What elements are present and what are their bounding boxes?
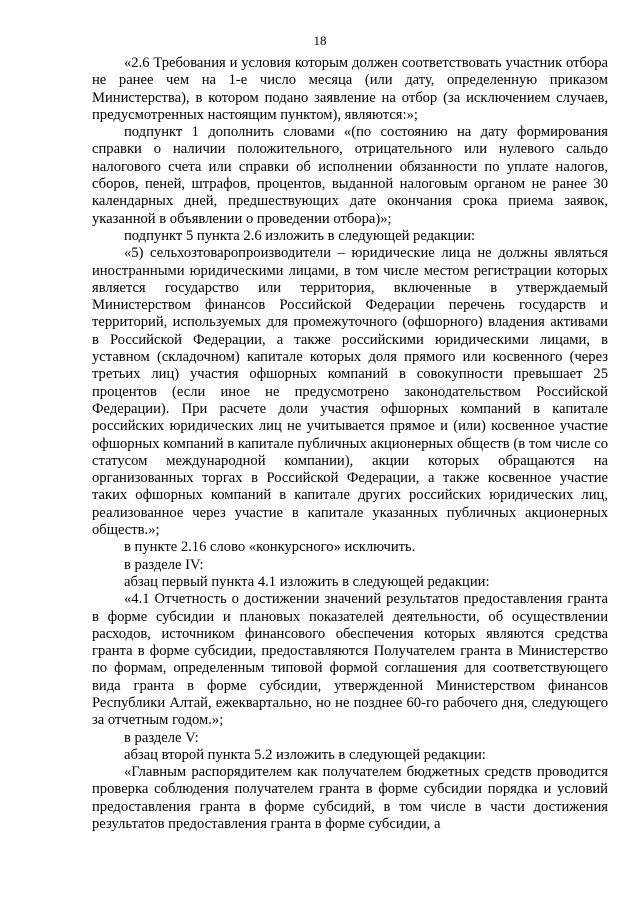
paragraph-clause-4-1-intro: абзац первый пункта 4.1 изложить в следующей редакции: — [124, 573, 490, 590]
paragraph-subclause-5-intro: подпункт 5 пункта 2.6 изложить в следующей редакции: — [124, 227, 476, 244]
paragraph-section-v: в разделе V: — [124, 729, 199, 746]
paragraph-clause-2-16: в пункте 2.16 слово «конкурсного» исключить. — [124, 539, 416, 556]
paragraph-clause-4-1-text: «4.1 Отчетность о достижении значений результатов предоставления гранта в форме субсидии и плановых показателей деятельности, об осуществлении расходов, источником финансового обеспечения которых являются средства гранта в форме субсидии, предоставляются Получателем гранта в Министерство по формам, определенным типовой формой соглашения для соответствующего вида гранта в форме субсидии, утвержденной Министерством финансов Республики Алтай, ежеквартально, но не позднее 60-го рабочего дня, следующего за отчетным годом.»; — [92, 591, 608, 729]
paragraph-subclause-1-addition: подпункт 1 дополнить словами «(по состоянию на дату формирования справки о наличии положительного, отрицательного или нулевого сальдо налогового счета или справки об исполнении обязанности по уплате налогов, сборов, пеней, штрафов, процентов, выданной налоговым органом не ранее 30 календарных дней, предшествующих дате окончания срока приема заявок, указанной в объявлении о проведении отбора)»; — [92, 124, 608, 227]
paragraph-subclause-5-text: «5) сельхозтоваропроизводители – юридические лица не должны являться иностранными юридическими лицами, в том числе местом регистрации которых является государство или территория, включенные в утверждаемый Министерством финансов Российской Федерации перечень государств и территорий, используемых для промежуточного (офшорного) владения активами в Российской Федерации, а также российскими юридическими лицами, в уставном (складочном) капитале которых доля прямого или косвенного (через третьих лиц) участия офшорных компаний в совокупности превышает 25 процентов (если иное не предусмотрено законодательством Российской Федерации). При расчете доли участия офшорных компаний в капитале российских юридических лиц не учитывается прямое и (или) косвенное участие офшорных компаний в капитале публичных акционерных обществ (в том числе со статусом международной компании), акции которых обращаются на организованных торгах в Российской Федерации, а также косвенное участие таких офшорных компаний в капитале других российских юридических лиц, реализованное через участие в капитале указанных публичных акционерных обществ.»; — [92, 245, 608, 539]
paragraph-clause-5-2-text: «Главным распорядителем как получателем бюджетных средств проводится проверка соблюдения получателем гранта в форме субсидии порядка и условий предоставления гранта в форме субсидий, в том числе в части достижения результатов предоставления гранта в форме субсидии, а — [92, 764, 608, 833]
document-body — [92, 55, 608, 833]
paragraph-section-iv: в разделе IV: — [124, 556, 204, 573]
paragraph-clause-5-2-intro: абзац второй пункта 5.2 изложить в следующей редакции: — [124, 746, 486, 763]
page-number: 18 — [313, 33, 327, 48]
paragraph-requirements-2-6: «2.6 Требования и условия которым должен соответствовать участник отбора не ранее чем на 1-е число месяца (или дату, определенную приказом Министерства), в котором подано заявление на отбор (за исключением случаев, предусмотренных настоящим пунктом), являются:»; — [92, 55, 608, 123]
